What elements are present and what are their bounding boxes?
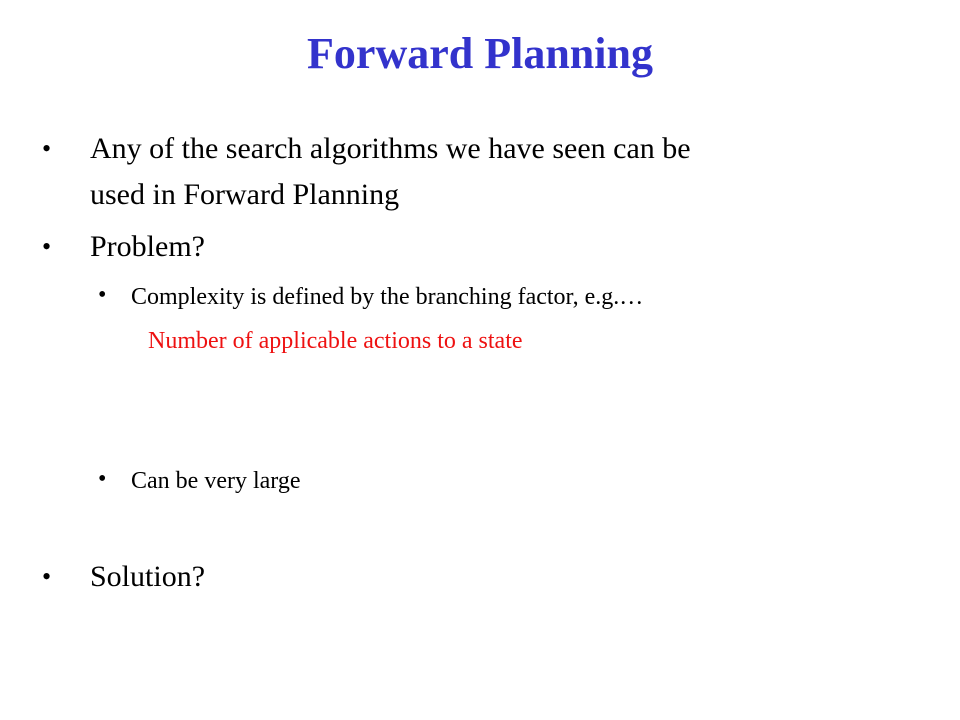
emphasis-note: Number of applicable actions to a state — [148, 328, 523, 354]
sub-bullet-icon: • — [98, 466, 107, 492]
bullet-text-search-algorithms: Any of the search algorithms we have seen can be — [90, 132, 691, 165]
slide-title: Forward Planning — [307, 29, 653, 78]
sub-bullet-icon: • — [98, 282, 107, 308]
bullet-text-solution: Solution? — [90, 560, 206, 593]
sub-bullet-text-very-large: Can be very large — [131, 468, 301, 494]
bullet-text-problem: Problem? — [90, 230, 205, 263]
sub-bullet-text-complexity: Complexity is defined by the branching factor, e.g.… — [131, 284, 644, 310]
bullet-icon: • — [42, 232, 52, 261]
bullet-text-search-algorithms-cont: used in Forward Planning — [90, 178, 400, 211]
bullet-icon: • — [42, 562, 52, 591]
bullet-icon: • — [42, 134, 52, 163]
